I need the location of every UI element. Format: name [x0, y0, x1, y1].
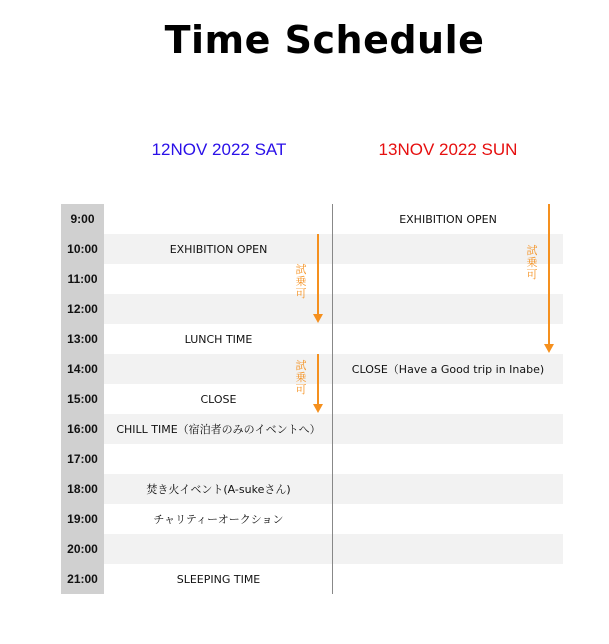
- saturday-event: [104, 534, 333, 564]
- sunday-event: [333, 564, 563, 594]
- schedule-row: [61, 474, 563, 504]
- saturday-event: SLEEPING TIME: [176, 572, 261, 586]
- sunday-event: [333, 474, 563, 504]
- arrow-down-icon: [313, 314, 323, 323]
- sunday-event: EXHIBITION OPEN: [399, 212, 497, 226]
- schedule-row: [61, 444, 563, 474]
- arrow-line: [317, 234, 319, 314]
- arrow-line: [548, 204, 550, 344]
- schedule-row: [61, 384, 563, 414]
- saturday-event: EXHIBITION OPEN: [104, 234, 333, 264]
- schedule-row: [61, 414, 563, 444]
- test-ride-label: 試乗可: [295, 263, 307, 300]
- time-label: 19:00: [61, 504, 104, 534]
- sunday-event: [333, 294, 563, 324]
- schedule-row: [61, 534, 563, 564]
- saturday-event: [104, 204, 333, 234]
- time-label: 17:00: [61, 444, 104, 474]
- arrow-down-icon: [544, 344, 554, 353]
- schedule-row: [61, 264, 563, 294]
- schedule-row: [61, 504, 563, 534]
- sunday-event: [333, 534, 563, 564]
- saturday-event: チャリティーオークション: [153, 513, 284, 526]
- time-label: 14:00: [61, 354, 104, 384]
- sunday-event: [333, 444, 563, 474]
- arrow-line: [317, 354, 319, 404]
- test-ride-label: 試乗可: [526, 244, 538, 281]
- sunday-event: [333, 384, 563, 414]
- schedule-row: [61, 294, 563, 324]
- sunday-header: 13NOV 2022 SUN: [378, 140, 518, 159]
- time-label: 11:00: [61, 264, 104, 294]
- test-ride-label: 試乗可: [295, 359, 307, 396]
- schedule-row: [61, 324, 563, 354]
- schedule-row: [61, 354, 563, 384]
- schedule-row: [61, 234, 563, 264]
- sunday-event: CLOSE（Have a Good trip in Inabe): [333, 354, 563, 384]
- sunday-event: [333, 414, 563, 444]
- saturday-event: CHILL TIME（宿泊者のみのイベントへ）: [104, 414, 333, 444]
- time-label: 20:00: [61, 534, 104, 564]
- time-label: 18:00: [61, 474, 104, 504]
- time-label: 9:00: [61, 204, 104, 234]
- time-label: 13:00: [61, 324, 104, 354]
- page-title: Time Schedule: [164, 18, 485, 62]
- saturday-header: 12NOV 2022 SAT: [151, 140, 287, 159]
- schedule-row: [61, 204, 563, 234]
- saturday-event: [104, 444, 333, 474]
- schedule-grid: [61, 204, 563, 594]
- saturday-event: CLOSE: [200, 392, 237, 406]
- saturday-event: LUNCH TIME: [184, 332, 253, 346]
- saturday-event: 焚き火イベント(A-sukeさん): [104, 474, 333, 504]
- arrow-down-icon: [313, 404, 323, 413]
- time-label: 16:00: [61, 414, 104, 444]
- schedule-row: [61, 564, 563, 594]
- time-label: 12:00: [61, 294, 104, 324]
- sunday-event: [333, 504, 563, 534]
- time-label: 10:00: [61, 234, 104, 264]
- day-divider: [332, 204, 333, 594]
- sunday-event: [333, 324, 563, 354]
- time-label: 21:00: [61, 564, 104, 594]
- time-label: 15:00: [61, 384, 104, 414]
